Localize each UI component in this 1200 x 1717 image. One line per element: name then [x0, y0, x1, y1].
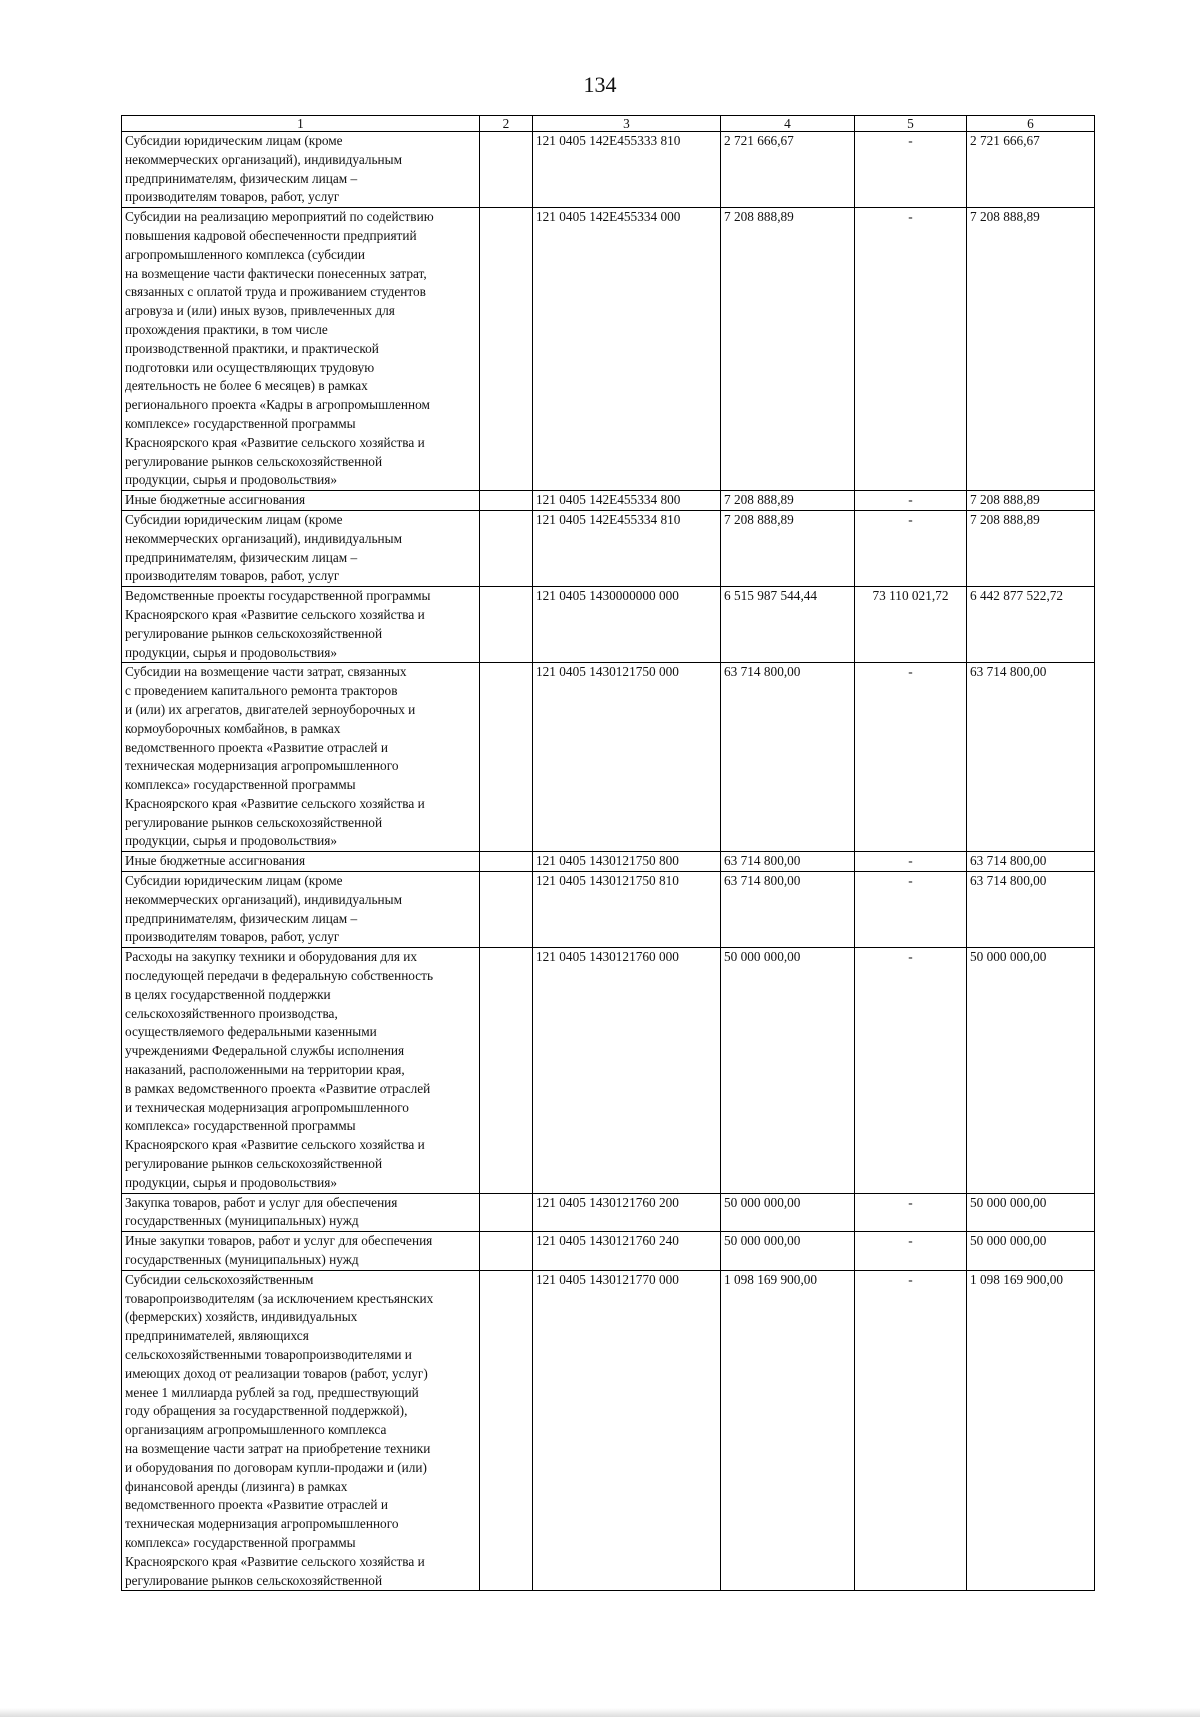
total-cell: 2 721 666,67 — [967, 132, 1095, 208]
expense-name-line: и техническая модернизация агропромышленного — [125, 1099, 409, 1115]
expense-name-cell — [122, 132, 480, 208]
expense-name-line: Субсидии на реализацию мероприятий по содействию — [125, 209, 434, 225]
expense-name-line: техническая модернизация агропромышленного — [125, 758, 399, 774]
expense-name-line: некоммерческих организаций), индивидуальным — [125, 891, 403, 907]
expense-name-line: производителям товаров, работ, услуг — [125, 929, 340, 945]
table-row — [122, 1193, 1095, 1232]
budget-code-cell: 121 0405 142E455334 810 — [533, 510, 721, 586]
expense-name-line: менее 1 миллиарда рублей за год, предшествующий — [125, 1384, 419, 1400]
expense-name-line: прохождения практики, в том числе — [125, 321, 328, 337]
amount-cell: 63 714 800,00 — [721, 663, 855, 852]
table-row — [122, 1232, 1095, 1271]
expense-name-line: Красноярского края «Развитие сельского хозяйства и — [125, 1553, 425, 1569]
column-2-cell — [480, 587, 533, 663]
expense-name-line: сельскохозяйственного производства, — [125, 1005, 338, 1021]
expense-name-cell — [122, 491, 480, 511]
expense-name-cell — [122, 510, 480, 586]
expense-name-line: связанных с оплатой труда и проживанием студентов — [125, 284, 426, 300]
expense-name-line: (фермерских) хозяйств, индивидуальных — [125, 1309, 358, 1325]
header-col-6: 6 — [967, 116, 1095, 132]
expense-name-line: последующей передачи в федеральную собственность — [125, 968, 434, 984]
expense-name-line: с проведением капитального ремонта тракторов — [125, 683, 398, 699]
amount-cell: 50 000 000,00 — [721, 1193, 855, 1232]
total-cell: 6 442 877 522,72 — [967, 587, 1095, 663]
expense-name-line: предпринимателям, физическим лицам – — [125, 910, 358, 926]
column-2-cell — [480, 1270, 533, 1591]
expense-name-line: и (или) их агрегатов, двигателей зерноуборочных и — [125, 701, 416, 717]
expense-name-line: в рамках ведомственного проекта «Развитие отраслей — [125, 1080, 431, 1096]
expense-name-line: производителям товаров, работ, услуг — [125, 568, 340, 584]
expense-name-line: повышения кадровой обеспеченности предприятий — [125, 227, 417, 243]
amount-cell: 63 714 800,00 — [721, 872, 855, 948]
expense-name-line: имеющих доход от реализации товаров (работ, услуг) — [125, 1365, 428, 1381]
expense-name-line: учреждениями Федеральной службы исполнения — [125, 1043, 405, 1059]
expense-name-line: некоммерческих организаций), индивидуальным — [125, 151, 403, 167]
amount-cell: 6 515 987 544,44 — [721, 587, 855, 663]
change-cell: - — [855, 852, 967, 872]
total-cell: 7 208 888,89 — [967, 208, 1095, 491]
expense-name-line: регулирование рынков сельскохозяйственной — [125, 625, 383, 641]
amount-cell: 63 714 800,00 — [721, 852, 855, 872]
expense-name-line: регионального проекта «Кадры в агропромышленном — [125, 397, 430, 413]
change-cell: - — [855, 1270, 967, 1591]
expense-name-line: Субсидии юридическим лицам (кроме — [125, 873, 343, 889]
total-cell: 63 714 800,00 — [967, 663, 1095, 852]
table-row — [122, 587, 1095, 663]
total-cell: 50 000 000,00 — [967, 1232, 1095, 1271]
expense-name-line: техническая модернизация агропромышленного — [125, 1516, 399, 1532]
expense-name-line: подготовки или осуществляющих трудовую — [125, 359, 375, 375]
expense-name-line: предпринимателей, являющихся — [125, 1328, 309, 1344]
header-col-5: 5 — [855, 116, 967, 132]
expense-name-line: товаропроизводителям (за исключением крестьянских — [125, 1290, 434, 1306]
budget-code-cell: 121 0405 142E455334 000 — [533, 208, 721, 491]
change-cell: - — [855, 208, 967, 491]
column-2-cell — [480, 872, 533, 948]
table-row — [122, 872, 1095, 948]
amount-cell: 2 721 666,67 — [721, 132, 855, 208]
expense-name-line: Ведомственные проекты государственной программы — [125, 588, 431, 604]
total-cell: 7 208 888,89 — [967, 510, 1095, 586]
expense-name-line: продукции, сырья и продовольствия» — [125, 472, 338, 488]
column-2-cell — [480, 132, 533, 208]
expense-name-line: регулирование рынков сельскохозяйственной — [125, 1156, 383, 1172]
expense-name-cell — [122, 872, 480, 948]
expense-name-line: Красноярского края «Развитие сельского хозяйства и — [125, 606, 425, 622]
budget-code-cell: 121 0405 142E455334 800 — [533, 491, 721, 511]
expense-name-line: продукции, сырья и продовольствия» — [125, 644, 338, 660]
change-cell: 73 110 021,72 — [855, 587, 967, 663]
expense-name-line: регулирование рынков сельскохозяйственной — [125, 453, 383, 469]
expense-name-line: Расходы на закупку техники и оборудования для их — [125, 949, 418, 965]
expense-name-line: Закупка товаров, работ и услуг для обеспечения — [125, 1194, 398, 1210]
scan-edge — [0, 1708, 1200, 1717]
total-cell: 50 000 000,00 — [967, 948, 1095, 1193]
expense-name-line: наказаний, расположенными на территории края, — [125, 1062, 405, 1078]
expense-name-line: в целях государственной поддержки — [125, 986, 331, 1002]
expense-name-line: на возмещение части фактически понесенных затрат, — [125, 265, 427, 281]
header-col-3: 3 — [533, 116, 721, 132]
budget-code-cell: 121 0405 1430121750 810 — [533, 872, 721, 948]
expense-name-line: государственных (муниципальных) нужд — [125, 1252, 359, 1268]
expense-name-line: государственных (муниципальных) нужд — [125, 1213, 359, 1229]
table-row — [122, 208, 1095, 491]
expense-name-cell — [122, 587, 480, 663]
amount-cell: 7 208 888,89 — [721, 491, 855, 511]
table-row — [122, 948, 1095, 1193]
expense-name-line: финансовой аренды (лизинга) в рамках — [125, 1478, 348, 1494]
table-row — [122, 852, 1095, 872]
expense-name-line: регулирование рынков сельскохозяйственной — [125, 1572, 383, 1588]
amount-cell: 1 098 169 900,00 — [721, 1270, 855, 1591]
expense-name-line: регулирование рынков сельскохозяйственной — [125, 814, 383, 830]
expense-name-line: агропромышленного комплекса (субсидии — [125, 246, 365, 262]
expense-name-line: Субсидии юридическим лицам (кроме — [125, 511, 343, 527]
expense-name-cell — [122, 948, 480, 1193]
amount-cell: 50 000 000,00 — [721, 948, 855, 1193]
expense-name-cell — [122, 208, 480, 491]
expense-name-line: некоммерческих организаций), индивидуальным — [125, 530, 403, 546]
expense-name-line: году обращения за государственной поддержкой), — [125, 1403, 408, 1419]
expense-name-line: предпринимателям, физическим лицам – — [125, 549, 358, 565]
budget-code-cell: 121 0405 1430121770 000 — [533, 1270, 721, 1591]
change-cell: - — [855, 948, 967, 1193]
expense-name-line: и оборудования по договорам купли-продажи и (или) — [125, 1459, 427, 1475]
expense-name-line: Иные закупки товаров, работ и услуг для обеспечения — [125, 1233, 433, 1249]
amount-cell: 50 000 000,00 — [721, 1232, 855, 1271]
change-cell: - — [855, 1232, 967, 1271]
table-row — [122, 663, 1095, 852]
column-2-cell — [480, 1232, 533, 1271]
expense-name-line: Субсидии сельскохозяйственным — [125, 1271, 314, 1287]
table-row — [122, 510, 1095, 586]
budget-code-cell: 121 0405 1430000000 000 — [533, 587, 721, 663]
table-row — [122, 1270, 1095, 1591]
expense-name-line: Субсидии юридическим лицам (кроме — [125, 133, 343, 148]
expense-name-line: комплекса» государственной программы — [125, 1118, 356, 1134]
expense-name-line: ведомственного проекта «Развитие отраслей и — [125, 1497, 388, 1513]
budget-table — [121, 115, 1095, 1591]
column-2-cell — [480, 852, 533, 872]
expense-name-line: агровуза и (или) иных вузов, привлеченных для — [125, 303, 395, 319]
expense-name-line: на возмещение части затрат на приобретение техники — [125, 1440, 431, 1456]
expense-name-line: кормоуборочных комбайнов, в рамках — [125, 720, 341, 736]
page-number: 134 — [583, 72, 617, 97]
column-2-cell — [480, 208, 533, 491]
budget-code-cell: 121 0405 1430121760 000 — [533, 948, 721, 1193]
header-col-4: 4 — [721, 116, 855, 132]
header-col-1: 1 — [122, 116, 480, 132]
amount-cell: 7 208 888,89 — [721, 208, 855, 491]
change-cell: - — [855, 1193, 967, 1232]
header-col-2: 2 — [480, 116, 533, 132]
expense-name-line: продукции, сырья и продовольствия» — [125, 1174, 338, 1190]
budget-code-cell: 121 0405 1430121760 200 — [533, 1193, 721, 1232]
total-cell: 63 714 800,00 — [967, 872, 1095, 948]
table-row — [122, 132, 1095, 208]
change-cell: - — [855, 510, 967, 586]
expense-name-line: ведомственного проекта «Развитие отраслей и — [125, 739, 388, 755]
table-body — [122, 132, 1095, 1591]
expense-name-line: Иные бюджетные ассигнования — [125, 492, 306, 508]
total-cell: 63 714 800,00 — [967, 852, 1095, 872]
expense-name-line: комплекса» государственной программы — [125, 1534, 356, 1550]
expense-name-line: осуществляемого федеральными казенными — [125, 1024, 377, 1040]
expense-name-line: продукции, сырья и продовольствия» — [125, 833, 338, 849]
change-cell: - — [855, 132, 967, 208]
budget-code-cell: 121 0405 1430121760 240 — [533, 1232, 721, 1271]
change-cell: - — [855, 491, 967, 511]
table-header-row — [122, 116, 1095, 132]
column-2-cell — [480, 948, 533, 1193]
budget-code-cell: 121 0405 1430121750 800 — [533, 852, 721, 872]
expense-name-line: Красноярского края «Развитие сельского хозяйства и — [125, 1137, 425, 1153]
expense-name-line: производителям товаров, работ, услуг — [125, 189, 340, 205]
expense-name-line: Красноярского края «Развитие сельского хозяйства и — [125, 434, 425, 450]
amount-cell: 7 208 888,89 — [721, 510, 855, 586]
expense-name-line: комплекса» государственной программы — [125, 777, 356, 793]
expense-name-line: организациям агропромышленного комплекса — [125, 1422, 387, 1438]
budget-code-cell: 121 0405 1430121750 000 — [533, 663, 721, 852]
total-cell: 7 208 888,89 — [967, 491, 1095, 511]
expense-name-line: Иные бюджетные ассигнования — [125, 853, 306, 869]
total-cell: 1 098 169 900,00 — [967, 1270, 1095, 1591]
expense-name-cell — [122, 1193, 480, 1232]
change-cell: - — [855, 663, 967, 852]
change-cell: - — [855, 872, 967, 948]
table-row — [122, 491, 1095, 511]
column-2-cell — [480, 1193, 533, 1232]
expense-name-line: Красноярского края «Развитие сельского хозяйства и — [125, 795, 425, 811]
expense-name-line: сельскохозяйственными товаропроизводителями и — [125, 1347, 412, 1362]
total-cell: 50 000 000,00 — [967, 1193, 1095, 1232]
expense-name-line: комплексе» государственной программы — [125, 415, 356, 431]
expense-name-line: предпринимателям, физическим лицам – — [125, 170, 358, 186]
expense-name-cell — [122, 663, 480, 852]
expense-name-line: деятельность не более 6 месяцев) в рамках — [125, 378, 368, 394]
expense-name-cell — [122, 1270, 480, 1591]
expense-name-cell — [122, 1232, 480, 1271]
expense-name-cell — [122, 852, 480, 872]
budget-code-cell: 121 0405 142E455333 810 — [533, 132, 721, 208]
expense-name-line: производственной практики, и практической — [125, 340, 379, 356]
expense-name-line: Субсидии на возмещение части затрат, связанных — [125, 664, 407, 680]
column-2-cell — [480, 663, 533, 852]
column-2-cell — [480, 510, 533, 586]
column-2-cell — [480, 491, 533, 511]
